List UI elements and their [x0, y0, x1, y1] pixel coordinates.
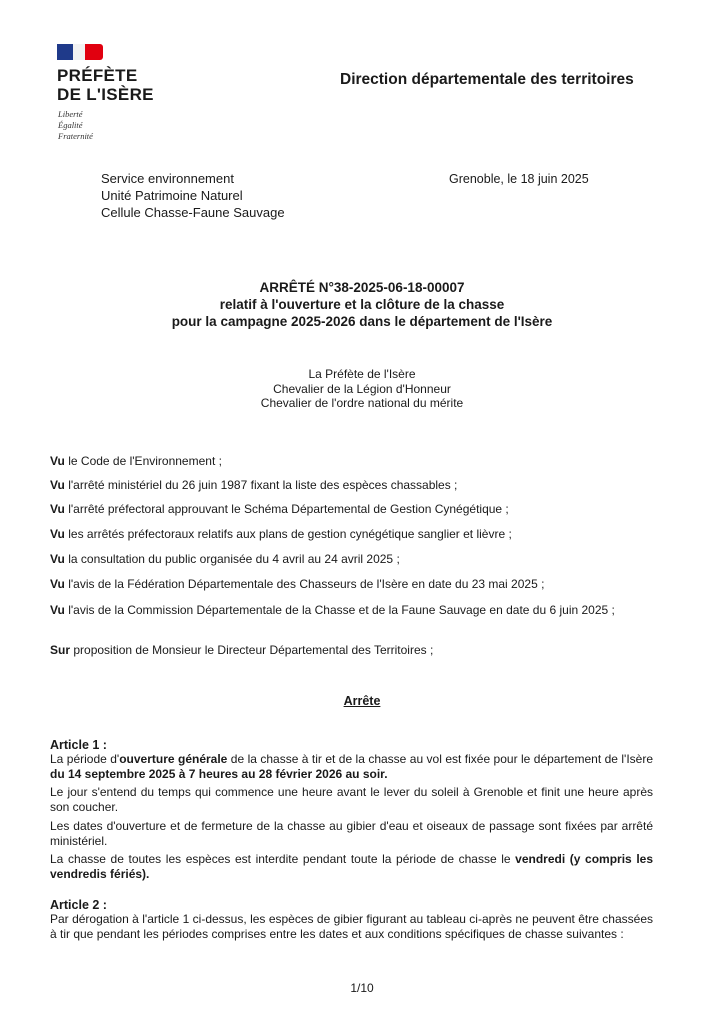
visa-item: Sur proposition de Monsieur le Directeur Départemental des Territoires ;: [50, 643, 434, 657]
document-title: [0, 279, 724, 330]
service-block: [101, 170, 285, 221]
service-line: Cellule Chasse-Faune Sauvage: [101, 205, 285, 220]
article-2-paragraph: Par dérogation à l'article 1 ci-dessus, les espèces de gibier figurant au tableau ci-après ne peuvent être chassées à tir que pendant les périodes comprises entre les dates et aux conditions spécifiques de chasse suivantes :: [50, 912, 653, 941]
title-line: relatif à l'ouverture et la clôture de la chasse: [219, 297, 505, 312]
arrete-heading: Arrête: [343, 694, 381, 708]
article-1-paragraph: La période d'ouverture générale de la chasse à tir et de la chasse au vol est fixée pour le département de l'Isère du 14 septembre 2025 à 7 heures au 28 février 2026 au soir.: [50, 752, 653, 781]
prefecture-name-line2: DE L'ISÈRE: [57, 85, 154, 104]
visa-item: Vu l'arrêté ministériel du 26 juin 1987 fixant la liste des espèces chassables ;: [50, 478, 458, 492]
service-line: Unité Patrimoine Naturel: [101, 188, 243, 203]
motto-fraternite: Fraternité: [58, 131, 93, 141]
visa-item: Vu le Code de l'Environnement ;: [50, 454, 222, 468]
article-1-paragraph: La chasse de toutes les espèces est interdite pendant toute la période de chasse le vendredi (y compris les vendredis fériés).: [50, 852, 653, 881]
visa-item: Vu l'arrêté préfectoral approuvant le Schéma Départemental de Gestion Cynégétique ;: [50, 502, 509, 516]
motto-egalite: Égalité: [58, 120, 83, 130]
article-1-paragraph: Le jour s'entend du temps qui commence une heure avant le lever du soleil à Grenoble et finit une heure après son coucher.: [50, 785, 653, 814]
prefect-line: Chevalier de l'ordre national du mérite: [260, 396, 464, 410]
title-line: ARRÊTÉ N°38-2025-06-18-00007: [259, 280, 465, 295]
article-2-heading: Article 2 :: [50, 898, 107, 912]
prefect-block: [0, 367, 724, 411]
article-1-heading: Article 1 :: [50, 738, 107, 752]
prefect-line: Chevalier de la Légion d'Honneur: [273, 381, 451, 396]
marianne-flag-icon: [57, 44, 103, 60]
document-date: Grenoble, le 18 juin 2025: [449, 172, 589, 186]
visa-item: Vu la consultation du public organisée du 4 avril au 24 avril 2025 ;: [50, 552, 400, 566]
visa-item: Vu l'avis de la Commission Départementale de la Chasse et de la Faune Sauvage en date du 6 juin 2025 ;: [50, 603, 615, 617]
page-number: 1/10: [350, 981, 374, 995]
article-1-paragraph: Les dates d'ouverture et de fermeture de la chasse au gibier d'eau et oiseaux de passage sont fixées par arrêté ministériel.: [50, 819, 653, 848]
direction-heading: Direction départementale des territoires: [340, 71, 634, 88]
prefecture-name-line1: PRÉFÈTE: [57, 66, 138, 85]
title-line: pour la campagne 2025-2026 dans le département de l'Isère: [171, 314, 553, 329]
prefect-line: La Préfète de l'Isère: [308, 367, 416, 381]
service-line: Service environnement: [101, 171, 234, 186]
motto-liberte: Liberté: [58, 109, 83, 119]
visa-item: Vu l'avis de la Fédération Départementale des Chasseurs de l'Isère en date du 23 mai 2025 ;: [50, 577, 545, 591]
visa-item: Vu les arrêtés préfectoraux relatifs aux plans de gestion cynégétique sanglier et lièvre ;: [50, 527, 512, 541]
